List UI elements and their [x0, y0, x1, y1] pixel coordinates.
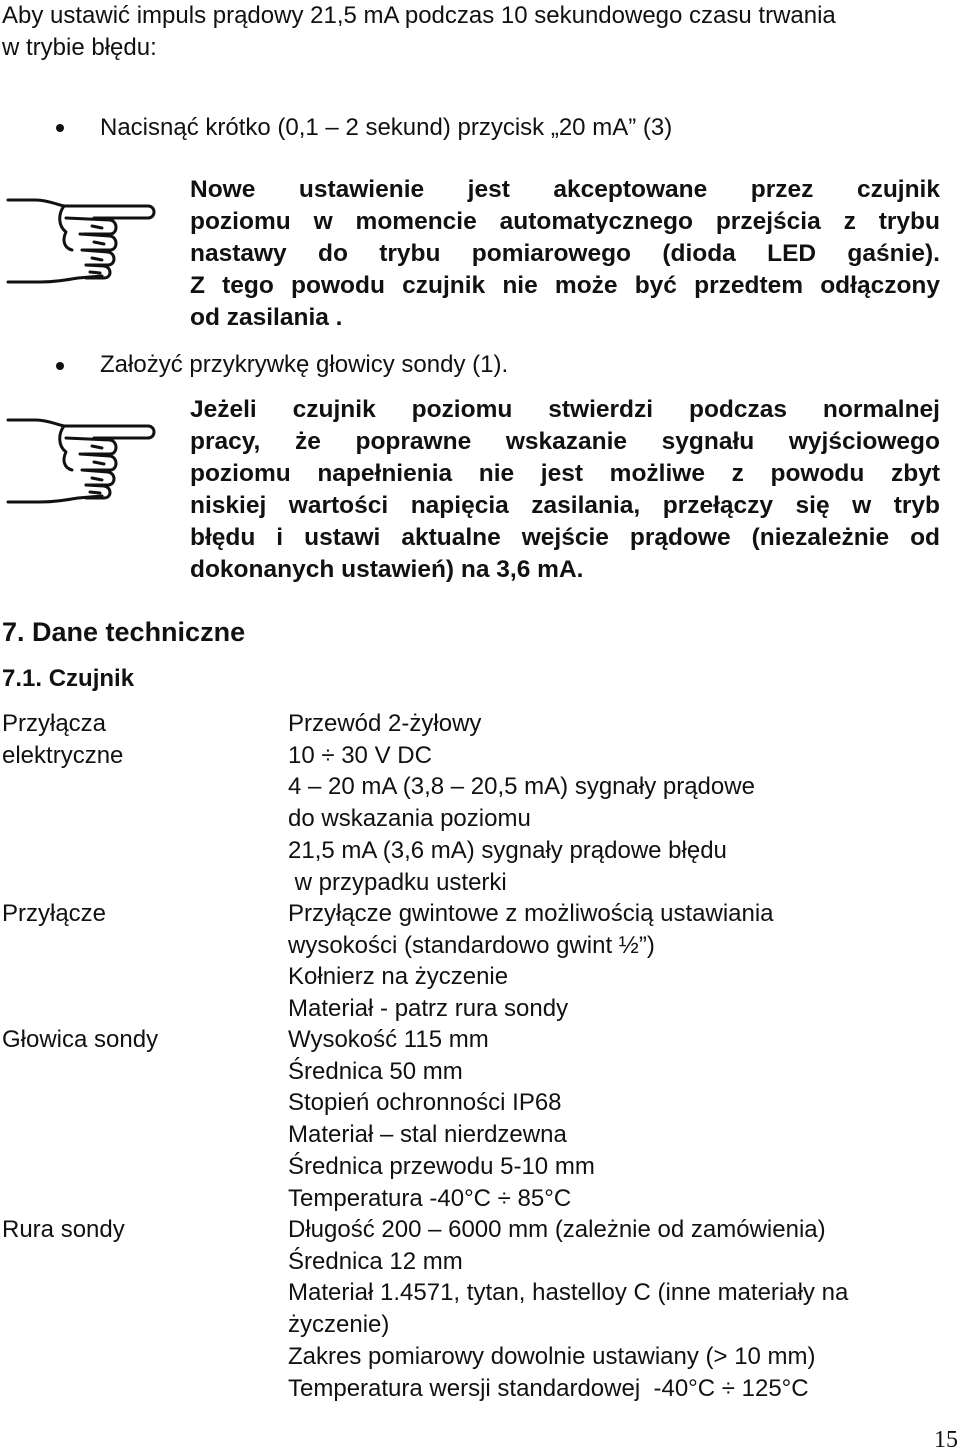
intro-text — [2, 0, 836, 64]
pointing-hand-icon — [6, 186, 158, 296]
spec-value: Temperatura -40°C ÷ 85°C — [288, 1184, 572, 1212]
spec-values — [288, 1024, 595, 1214]
spec-values — [288, 898, 774, 1025]
intro-line: w trybie błędu: — [2, 34, 157, 61]
note-line: Nowe ustawienie jest akceptowane przez czujnik — [190, 176, 940, 203]
pointing-hand-icon — [6, 406, 158, 516]
spec-label — [2, 708, 123, 772]
spec-value: wysokości (standardowo gwint ½”) — [288, 931, 655, 959]
note-line: od zasilania . — [190, 304, 343, 331]
page-number: 15 — [934, 1427, 958, 1453]
spec-value: Zakres pomiarowy dowolnie ustawiany (> 10 mm) — [288, 1342, 816, 1370]
spec-value: Średnica 50 mm — [288, 1057, 463, 1085]
spec-value: 21,5 mA (3,6 mA) sygnały prądowe błędu — [288, 836, 727, 864]
spec-value: Średnica przewodu 5-10 mm — [288, 1152, 595, 1180]
spec-value: Materiał - patrz rura sondy — [288, 995, 569, 1023]
spec-value: Materiał 1.4571, tytan, hastelloy C (inne materiały na — [288, 1279, 849, 1307]
note-line: błędu i ustawi aktualne wejście prądowe (niezależnie od — [190, 524, 940, 551]
warning-note — [190, 394, 940, 586]
intro-line: Aby ustawić impuls prądowy 21,5 mA podczas 10 sekundowego czasu trwania — [2, 2, 836, 29]
spec-value: życzenie) — [288, 1311, 390, 1339]
spec-label-line: Przyłącza — [2, 710, 107, 737]
bullet-item: Założyć przykrywkę głowicy sondy (1). — [100, 351, 509, 378]
spec-label-line: Przyłącze — [2, 900, 107, 927]
section-heading: 7. Dane techniczne — [2, 617, 246, 647]
note-line: Z tego powodu czujnik nie może być przedtem odłączony — [190, 272, 940, 299]
spec-label-line: elektryczne — [2, 741, 124, 769]
spec-value: Temperatura wersji standardowej -40°C ÷ 125°C — [288, 1374, 809, 1402]
spec-value: do wskazania poziomu — [288, 805, 531, 833]
spec-value: Długość 200 – 6000 mm (zależnie od zamówienia) — [288, 1216, 826, 1243]
spec-label — [2, 1024, 158, 1056]
spec-value: Średnica 12 mm — [288, 1247, 463, 1275]
note-line: poziomu napełnienia nie jest możliwe z powodu zbyt — [190, 460, 940, 487]
spec-value: Stopień ochronności IP68 — [288, 1089, 562, 1117]
spec-value: 4 – 20 mA (3,8 – 20,5 mA) sygnały prądowe — [288, 773, 755, 801]
spec-label — [2, 1214, 125, 1246]
bullet-dot — [56, 124, 64, 132]
spec-label-line: Rura sondy — [2, 1216, 125, 1243]
note-line: nastawy do trybu pomiarowego (dioda LED gaśnie). — [190, 240, 940, 267]
note-line: dokonanych ustawień) na 3,6 mA. — [190, 556, 584, 583]
warning-note — [190, 174, 940, 334]
spec-values — [288, 1214, 848, 1404]
note-line: pracy, że poprawne wskazanie sygnału wyjściowego — [190, 428, 940, 455]
bullet-dot — [56, 362, 64, 370]
note-line: niskiej wartości napięcia zasilania, przełączy się w tryb — [190, 492, 940, 519]
bullet-item: Nacisnąć krótko (0,1 – 2 sekund) przycisk „20 mA” (3) — [100, 114, 673, 141]
spec-value: 10 ÷ 30 V DC — [288, 741, 432, 769]
subsection-heading: 7.1. Czujnik — [2, 665, 135, 692]
spec-value: Kołnierz na życzenie — [288, 963, 509, 991]
spec-label — [2, 898, 106, 930]
spec-values — [288, 708, 755, 898]
note-line: Jeżeli czujnik poziomu stwierdzi podczas normalnej — [190, 396, 940, 423]
spec-value: Wysokość 115 mm — [288, 1026, 489, 1053]
note-line: poziomu w momencie automatycznego przejścia z trybu — [190, 208, 940, 235]
spec-value: Materiał – stal nierdzewna — [288, 1121, 567, 1149]
spec-value: w przypadku usterki — [288, 868, 507, 896]
spec-label-line: Głowica sondy — [2, 1026, 159, 1053]
spec-value: Przewód 2-żyłowy — [288, 710, 482, 737]
spec-value: Przyłącze gwintowe z możliwością ustawiania — [288, 900, 774, 927]
